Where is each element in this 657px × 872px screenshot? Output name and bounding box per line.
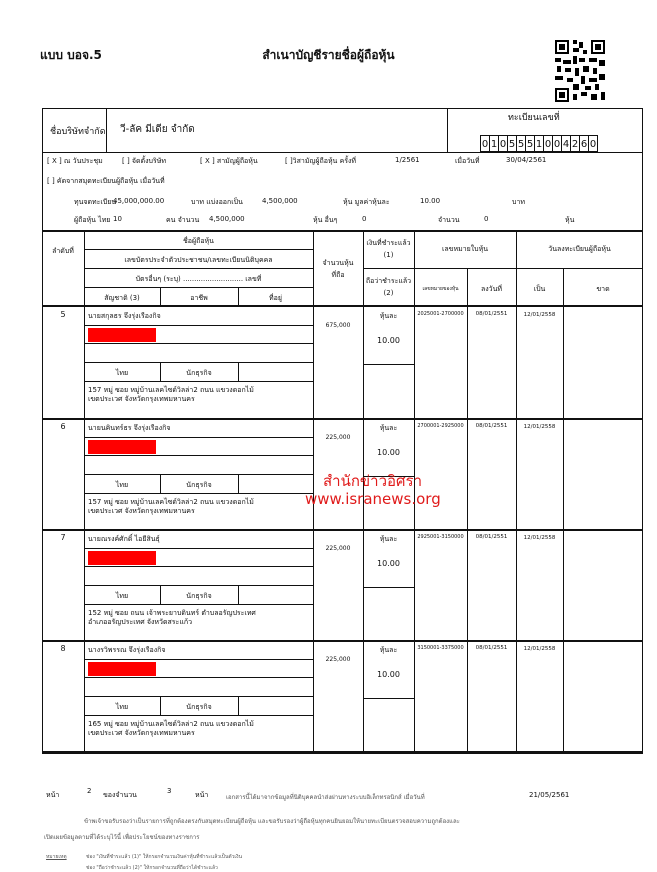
source-note: เอกสารนี้ได้มาจากข้อมูลที่นิติบุคคลนำส่งผ่านทางระบบอิเล็กทรอนิกส์ เมื่อวันที่	[226, 794, 425, 801]
meeting-date-value: 30/04/2561	[506, 156, 547, 164]
row-seq: 8	[60, 644, 66, 653]
col-paid-note: (1)	[383, 251, 394, 259]
registration-digit: 1	[489, 135, 499, 152]
certificate-range: 2925001-3150000	[417, 534, 464, 540]
holder-occupation: นักธุรกิจ	[186, 592, 212, 600]
notes-label: หมายเหตุ	[46, 854, 67, 860]
meeting-option-ordinary: [ X ] สามัญผู้ถือหุ้น	[200, 157, 258, 165]
row-seq: 7	[60, 533, 66, 542]
col-became: เป็น	[533, 285, 546, 293]
certificate-date: 08/01/2551	[475, 534, 508, 540]
other-holders-label: หุ้น อื่นๆ	[313, 216, 338, 224]
registration-digit: 0	[498, 135, 508, 152]
holder-address-line-1: 157 หมู่ ซอย หมู่บ้านเลคไซด์วิลล่า2 ถนน แขวงดอกไม้	[88, 498, 254, 506]
holder-occupation: นักธุรกิจ	[186, 703, 212, 711]
split-into-label: บาท แบ่งออกเป็น	[191, 198, 243, 206]
holder-address-line-2: เขตประเวศ จังหวัดกรุงเทพมหานคร	[88, 507, 195, 515]
redacted-id-number	[88, 662, 156, 676]
watermark-line-2: www.isranews.org	[305, 490, 441, 508]
registration-became-date: 12/01/2558	[523, 424, 556, 430]
per-share-value: 10.00	[377, 448, 400, 457]
col-address: ที่อยู่	[269, 294, 282, 302]
col-other-card: บัตรอื่นๆ (ระบุ) ........................... เลขที่	[135, 275, 262, 283]
other-count-label: จำนวน	[438, 216, 460, 224]
meeting-session: 1/2561	[395, 156, 420, 164]
certificate-date: 08/01/2551	[475, 645, 508, 651]
col-shares-held: จำนวนหุ้น	[322, 259, 354, 267]
per-share-value: 10.00	[377, 336, 400, 345]
col-occupation: อาชีพ	[190, 294, 208, 302]
certification-line-2: เปิดเผยข้อมูลตามที่ได้ระบุไว้นี้ เพื่อประโยชน์ของทางราชการ	[44, 834, 200, 841]
col-cert-range: เลขหมายของหุ้น	[422, 286, 459, 292]
redacted-id-number	[88, 328, 156, 342]
persons-count-label: คน จำนวน	[166, 216, 200, 224]
page-number: 2	[87, 787, 92, 795]
certification-line-1: ข้าพเจ้าขอรับรองว่าเป็นรายการที่ถูกต้องตรงกับสมุดทะเบียนผู้ถือหุ้น และขอรับรองว่าผู้ถือหุ้นทุกคนยินยอมให้นายทะเบียนตรวจสอบความถูกต้องและ	[84, 818, 460, 825]
shares-held: 225,000	[325, 656, 351, 663]
watermark-line-1: สำนักข่าวอิศรา	[323, 472, 423, 490]
total-shares-value: 4,500,000	[262, 197, 298, 205]
registration-digit: 0	[480, 135, 490, 152]
other-holders-value: 0	[362, 215, 367, 223]
certificate-date: 08/01/2551	[475, 311, 508, 317]
baht-unit: บาท	[512, 198, 525, 206]
par-value-label: หุ้น มูลค่าหุ้นละ	[343, 198, 390, 206]
col-paid: เงินที่ชำระแล้ว	[366, 239, 411, 247]
holder-occupation: นักธุรกิจ	[186, 481, 212, 489]
col-id-number: เลขบัตรประจำตัวประชาชน/เลขทะเบียนนิติบุคคล	[124, 256, 273, 264]
per-share-label: หุ้นละ	[379, 312, 398, 320]
holder-nationality: ไทย	[115, 703, 129, 711]
company-name-value: วี-ลัค มีเดีย จำกัด	[120, 124, 195, 135]
col-nationality: สัญชาติ (3)	[104, 294, 140, 302]
col-cert-date: ลงวันที่	[480, 285, 503, 293]
per-share-label: หุ้นละ	[379, 424, 398, 432]
note-2: ช่อง "ถือว่าชำระแล้ว (2)" ให้กรอกจำนวนที่ถือว่าได้ชำระแล้ว	[86, 865, 218, 871]
redacted-id-number	[88, 440, 156, 454]
registration-digit: 1	[534, 135, 544, 152]
registration-digit: 2	[570, 135, 580, 152]
registration-digit: 0	[543, 135, 553, 152]
registration-digit: 0	[588, 135, 598, 152]
col-seq: ลำดับที่	[52, 247, 74, 255]
shares-held: 675,000	[325, 322, 351, 329]
other-shares-value: 0	[484, 215, 489, 223]
col-ceased: ขาด	[596, 285, 610, 293]
holder-address-line-1: 165 หมู่ ซอย หมู่บ้านเลคไซด์วิลล่า2 ถนน แขวงดอกไม้	[88, 720, 254, 728]
holder-address-line-1: 152 หมู่ ซอย ถนน เจ้าพระยาบดินทร์ ตำบลอรัญประเทศ	[88, 609, 256, 617]
registration-label: ทะเบียนเลขที่	[508, 113, 560, 123]
thai-holders-label: ผู้ถือหุ้น ไทย	[74, 216, 111, 224]
col-holder-info: ชื่อผู้ถือหุ้น	[183, 237, 214, 245]
holder-name: นายสกุลธร จึงรุ่งเรืองกิจ	[88, 312, 161, 320]
copy-from-register-option: [ ] คัดจากสมุดทะเบียนผู้ถือหุ้น เมื่อวันที่	[47, 177, 165, 185]
holder-nationality: ไทย	[115, 481, 129, 489]
registration-number	[481, 135, 598, 152]
registration-digit: 4	[561, 135, 571, 152]
note-1: ช่อง "เงินที่ชำระแล้ว (1)" ให้กรอกจำนวนเงินค่าหุ้นที่ชำระแล้วเป็นตัวเงิน	[86, 854, 243, 860]
holder-address-line-2: เขตประเวศ จังหวัดกรุงเทพมหานคร	[88, 729, 195, 737]
holder-occupation: นักธุรกิจ	[186, 369, 212, 377]
redacted-id-number	[88, 551, 156, 565]
form-code: แบบ บอจ.5	[40, 48, 102, 62]
of-total-label: ของจำนวน	[103, 791, 137, 799]
qr-code-icon	[555, 40, 605, 102]
page-label: หน้า	[46, 791, 60, 799]
certificate-range: 2025001-2700000	[417, 311, 464, 317]
registration-digit: 0	[552, 135, 562, 152]
certificate-range: 2700001-2925000	[417, 423, 464, 429]
document-title: สำเนาบัญชีรายชื่อผู้ถือหุ้น	[262, 48, 395, 62]
registration-digit: 5	[507, 135, 517, 152]
meeting-option-extraordinary: [ ]วิสามัญผู้ถือหุ้น ครั้งที่	[285, 157, 357, 165]
holder-nationality: ไทย	[115, 592, 129, 600]
registration-became-date: 12/01/2558	[523, 646, 556, 652]
registration-became-date: 12/01/2558	[523, 535, 556, 541]
holder-nationality: ไทย	[115, 369, 129, 377]
holder-address-line-2: เขตประเวศ จังหวัดกรุงเทพมหานคร	[88, 395, 195, 403]
shares-unit: หุ้น	[565, 216, 575, 224]
company-name-label: ชื่อบริษัทจำกัด	[50, 127, 106, 137]
registration-digit: 5	[525, 135, 535, 152]
row-seq: 6	[60, 422, 66, 431]
par-value: 10.00	[420, 197, 441, 205]
certificate-range: 3150001-3375000	[417, 645, 464, 651]
page-unit: หน้า	[195, 791, 209, 799]
per-share-label: หุ้นละ	[379, 646, 398, 654]
shares-held: 225,000	[325, 434, 351, 441]
col-cert-no: เลขหมายใบหุ้น	[442, 245, 488, 253]
registration-digit: 5	[516, 135, 526, 152]
thai-holders-value: 10	[113, 215, 122, 223]
holder-name: นางรวิพรรณ จึงรุ่งเรืองกิจ	[88, 646, 166, 654]
col-deemed-note: (2)	[383, 289, 394, 297]
registered-capital-value: 45,000,000.00	[113, 197, 165, 205]
meeting-option-founding: [ ] จัดตั้งบริษัท	[122, 157, 166, 165]
holder-address-line-1: 157 หมู่ ซอย หมู่บ้านเลคไซด์วิลล่า2 ถนน แขวงดอกไม้	[88, 386, 254, 394]
registration-digit: 6	[579, 135, 589, 152]
per-share-label: หุ้นละ	[379, 535, 398, 543]
row-seq: 5	[60, 310, 66, 319]
meeting-option-date: [ X ] ณ วันประชุม	[47, 157, 103, 165]
source-date: 21/05/2561	[529, 791, 570, 799]
holder-address-line-2: อำเภออรัญประเทศ จังหวัดสระแก้ว	[88, 618, 192, 626]
col-shares-held-2: ที่ถือ	[331, 271, 345, 279]
holder-name: นายนคินทร์ธร จึงรุ่งเรืองกิจ	[88, 424, 171, 432]
shares-held: 225,000	[325, 545, 351, 552]
registered-capital-label: ทุนจดทะเบียน	[74, 198, 117, 206]
total-pages: 3	[167, 787, 172, 795]
per-share-value: 10.00	[377, 559, 400, 568]
holder-name: นายณรงค์ศักดิ์ ไอยีสินธุ์	[88, 535, 160, 543]
meeting-date-label: เมื่อวันที่	[455, 157, 480, 165]
per-share-value: 10.00	[377, 670, 400, 679]
thai-shares-value: 4,500,000	[209, 215, 245, 223]
certificate-date: 08/01/2551	[475, 423, 508, 429]
registration-became-date: 12/01/2558	[523, 312, 556, 318]
col-deemed-paid: ถือว่าชำระแล้ว	[365, 277, 412, 285]
col-register-date: วันลงทะเบียนผู้ถือหุ้น	[548, 245, 611, 253]
